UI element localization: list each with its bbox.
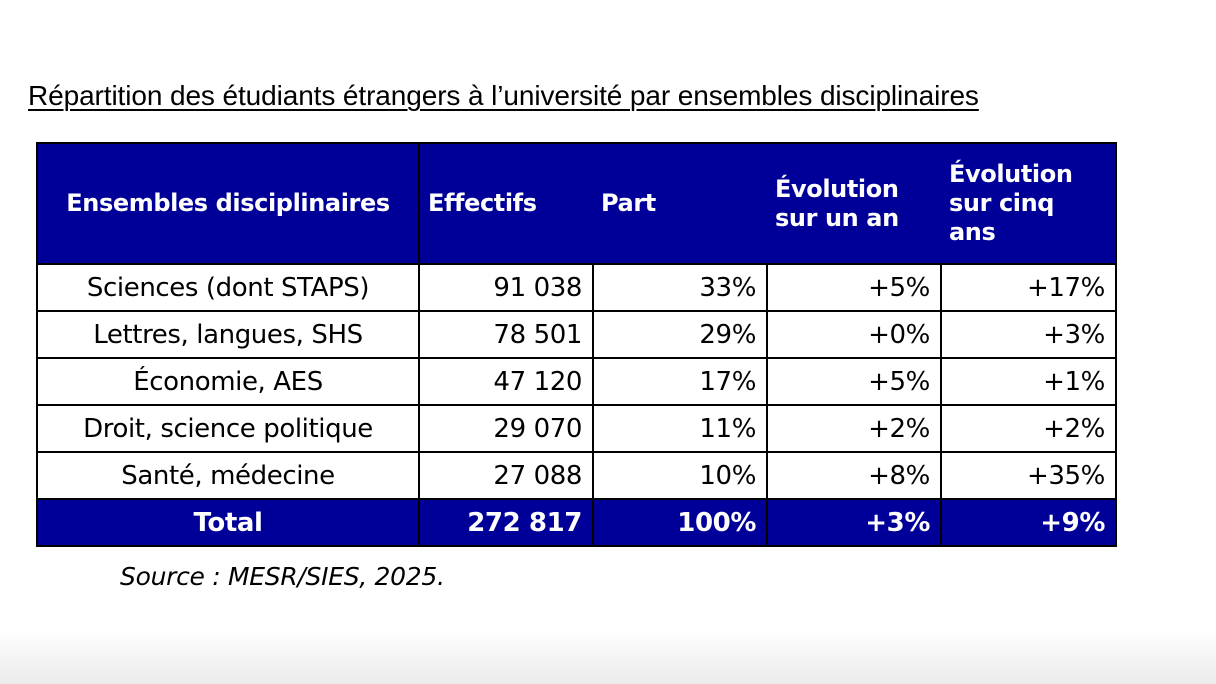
row-effectifs-cell: 78 501 bbox=[419, 311, 593, 358]
column-header-evolution-un-an: Évolution sur un an bbox=[767, 143, 941, 264]
table-row bbox=[37, 264, 1116, 311]
total-part-cell: 100% bbox=[593, 499, 767, 546]
column-header-part: Part bbox=[593, 143, 767, 264]
table-header-row bbox=[37, 143, 1116, 264]
total-evolution-un-an-cell: +3% bbox=[767, 499, 941, 546]
total-evolution-cinq-ans-cell: +9% bbox=[941, 499, 1116, 546]
row-effectifs-cell: 91 038 bbox=[419, 264, 593, 311]
row-category-cell: Santé, médecine bbox=[37, 452, 419, 499]
data-table bbox=[36, 142, 1117, 547]
row-category-cell: Droit, science politique bbox=[37, 405, 419, 452]
row-part-cell: 11% bbox=[593, 405, 767, 452]
row-evolution-cinq-ans-cell: +35% bbox=[941, 452, 1116, 499]
total-effectifs-cell: 272 817 bbox=[419, 499, 593, 546]
row-part-cell: 17% bbox=[593, 358, 767, 405]
table-row bbox=[37, 358, 1116, 405]
table-total-row bbox=[37, 499, 1116, 546]
row-effectifs-cell: 29 070 bbox=[419, 405, 593, 452]
row-evolution-cinq-ans-cell: +1% bbox=[941, 358, 1116, 405]
row-effectifs-cell: 47 120 bbox=[419, 358, 593, 405]
row-evolution-cinq-ans-cell: +3% bbox=[941, 311, 1116, 358]
table-row bbox=[37, 405, 1116, 452]
source-note: Source : MESR/SIES, 2025. bbox=[120, 562, 445, 591]
row-evolution-un-an-cell: +0% bbox=[767, 311, 941, 358]
column-header-effectifs: Effectifs bbox=[419, 143, 593, 264]
row-evolution-cinq-ans-cell: +17% bbox=[941, 264, 1116, 311]
column-header-evolution-cinq-ans: Évolution sur cinq ans bbox=[941, 143, 1116, 264]
total-label-cell: Total bbox=[37, 499, 419, 546]
row-effectifs-cell: 27 088 bbox=[419, 452, 593, 499]
column-header-ensembles: Ensembles disciplinaires bbox=[37, 143, 419, 264]
table-row bbox=[37, 452, 1116, 499]
page-title: Répartition des étudiants étrangers à l’université par ensembles disciplinaires bbox=[28, 80, 979, 111]
row-evolution-un-an-cell: +8% bbox=[767, 452, 941, 499]
row-evolution-cinq-ans-cell: +2% bbox=[941, 405, 1116, 452]
row-evolution-un-an-cell: +2% bbox=[767, 405, 941, 452]
row-evolution-un-an-cell: +5% bbox=[767, 264, 941, 311]
table-row bbox=[37, 311, 1116, 358]
row-part-cell: 33% bbox=[593, 264, 767, 311]
row-category-cell: Lettres, langues, SHS bbox=[37, 311, 419, 358]
row-part-cell: 10% bbox=[593, 452, 767, 499]
row-category-cell: Économie, AES bbox=[37, 358, 419, 405]
row-part-cell: 29% bbox=[593, 311, 767, 358]
row-category-cell: Sciences (dont STAPS) bbox=[37, 264, 419, 311]
row-evolution-un-an-cell: +5% bbox=[767, 358, 941, 405]
